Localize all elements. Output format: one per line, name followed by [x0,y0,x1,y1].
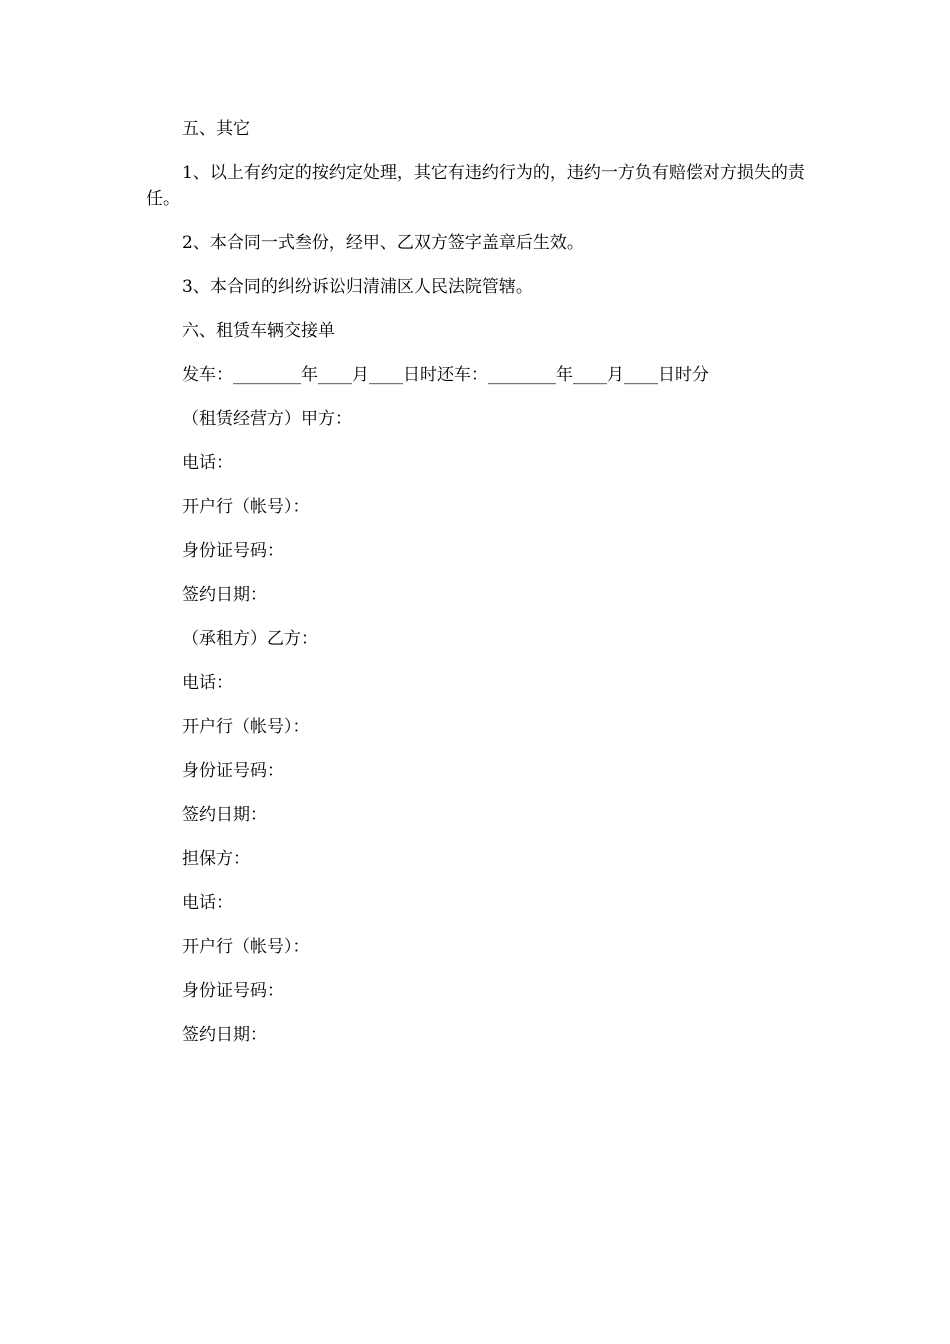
party-a-sign-date: 签约日期： [182,585,267,605]
section-heading-handover: 六、租赁车辆交接单 [182,321,335,341]
party-a-label: （租赁经营方）甲方： [182,409,352,429]
handover-dates-line: 发车：________年____月____日时还车：________年____月____日时分 [182,365,709,385]
party-b-phone: 电话： [182,673,233,693]
section-heading-other: 五、其它 [182,119,250,139]
guarantor-bank-account: 开户行（帐号）： [182,937,310,957]
party-b-sign-date: 签约日期： [182,805,267,825]
guarantor-sign-date: 签约日期： [182,1025,267,1045]
clause-2: 2、本合同一式叁份，经甲、乙双方签字盖章后生效。 [182,233,584,253]
party-a-id-number: 身份证号码： [182,541,284,561]
party-a-bank-account: 开户行（帐号）： [182,497,310,517]
party-b-label: （承租方）乙方： [182,629,318,649]
clause-1: 1、以上有约定的按约定处理，其它有违约行为的，违约一方负有赔偿对方损失的责任。 [146,163,805,209]
guarantor-phone: 电话： [182,893,233,913]
party-b-bank-account: 开户行（帐号）： [182,717,310,737]
clause-3: 3、本合同的纠纷诉讼归清浦区人民法院管辖。 [182,277,533,297]
guarantor-id-number: 身份证号码： [182,981,284,1001]
guarantor-label: 担保方： [182,849,250,869]
document-body [146,116,806,1066]
party-a-phone: 电话： [182,453,233,473]
party-b-id-number: 身份证号码： [182,761,284,781]
